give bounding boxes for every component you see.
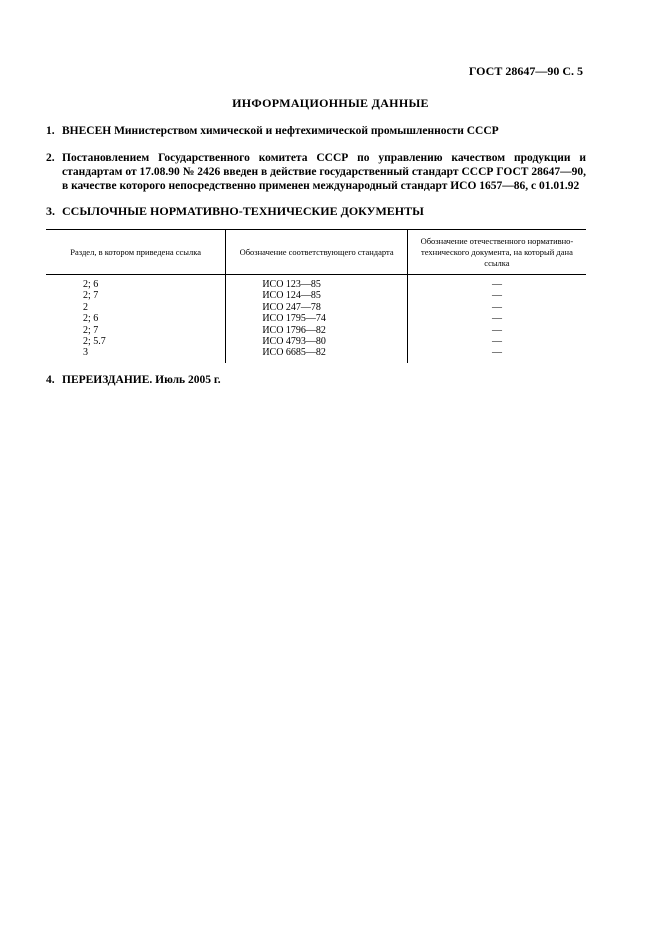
- info-item-text: ССЫЛОЧНЫЕ НОРМАТИВНО-ТЕХНИЧЕСКИЕ ДОКУМЕНТЫ: [62, 204, 424, 218]
- cell-section: 2: [46, 302, 226, 313]
- references-table: [46, 229, 586, 363]
- page-header: ГОСТ 28647—90 С. 5: [468, 64, 583, 78]
- header-domestic-document: Обозначение отечественного нормативно-технического документа, на который дана ссылка: [407, 230, 586, 275]
- document-title: ИНФОРМАЦИОННЫЕ ДАННЫЕ: [232, 96, 429, 110]
- info-item-number: 2.: [46, 152, 55, 164]
- table-row: [46, 336, 586, 347]
- info-item-4: [46, 373, 586, 387]
- cell-domestic: —: [491, 336, 502, 348]
- cell-standard: ИСО 1796—82: [226, 325, 408, 336]
- info-item-number: 4.: [46, 374, 55, 386]
- cell-section: 3: [46, 347, 226, 362]
- cell-section: 2; 6: [46, 275, 226, 291]
- cell-domestic: —: [491, 301, 502, 313]
- info-item-text: ПЕРЕИЗДАНИЕ. Июль 2005 г.: [62, 374, 221, 386]
- table-row: [46, 347, 586, 362]
- info-item-number: 1.: [46, 125, 55, 137]
- info-item-3: [46, 204, 586, 218]
- cell-standard: ИСО 247—78: [226, 302, 408, 313]
- table-row: [46, 302, 586, 313]
- info-item-text: ВНЕСЕН Министерством химической и нефтехимической промышленности СССР: [62, 125, 499, 137]
- cell-standard: ИСО 124—85: [226, 290, 408, 301]
- table-row: [46, 325, 586, 336]
- table-row: [46, 290, 586, 301]
- table-row: [46, 275, 586, 291]
- table-row: [46, 313, 586, 324]
- cell-standard: ИСО 6685—82: [226, 347, 408, 362]
- cell-standard: ИСО 1795—74: [226, 313, 408, 324]
- info-item-2: [46, 151, 586, 193]
- cell-section: 2; 6: [46, 313, 226, 324]
- cell-domestic: —: [491, 313, 502, 325]
- info-item-text: Постановлением Государственного комитета СССР по управлению качеством продукции и стандартам от 17.08.90 № 2426 введен в действие государственный стандарт СССР ГОСТ 28647—90, в качестве которого непосредственно применен международный стандарт ИСО 1657—86, с 01.01.92: [62, 152, 586, 192]
- cell-domestic: —: [491, 324, 502, 336]
- cell-section: 2; 7: [46, 325, 226, 336]
- cell-domestic: —: [491, 290, 502, 302]
- cell-standard: ИСО 123—85: [226, 275, 408, 291]
- header-standard: Обозначение соответствующего стандарта: [226, 230, 408, 275]
- cell-domestic: —: [491, 347, 502, 359]
- cell-section: 2; 7: [46, 290, 226, 301]
- cell-domestic: —: [491, 279, 502, 290]
- table-header-row: [46, 230, 586, 275]
- header-section: Раздел, в котором приведена ссылка: [46, 230, 226, 275]
- info-item-number: 3.: [46, 204, 55, 218]
- info-item-1: [46, 124, 586, 138]
- cell-section: 2; 5.7: [46, 336, 226, 347]
- cell-standard: ИСО 4793—80: [226, 336, 408, 347]
